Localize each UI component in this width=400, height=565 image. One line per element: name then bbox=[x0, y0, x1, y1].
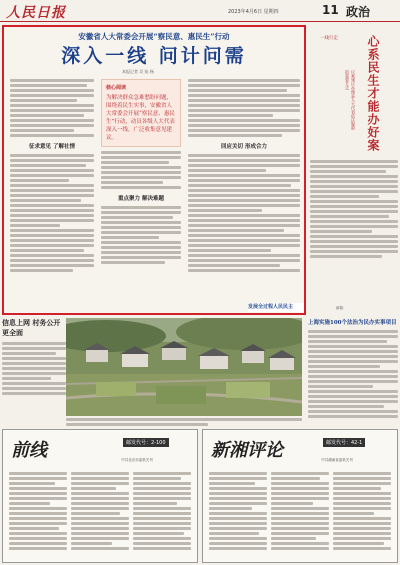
right-column-vertical-title: 心系民生才能办好案 bbox=[366, 35, 380, 152]
article-headline: 深入一线 问计问需 bbox=[61, 45, 247, 67]
ad-subtitle: 中共湖南省委机关刊 bbox=[321, 458, 353, 462]
ad-postal-code: 邮发代号：42-1 bbox=[323, 438, 365, 447]
pull-quote-text: 为解决群众急难愁盼问题，围绕着民生实事，安徽省人大常委会开展“察民意、惠民生”行动，动员各级人大代表深入一线，广泛收集意见建议。 bbox=[106, 95, 175, 141]
ad-subtitle: 中共北京市委机关刊 bbox=[121, 458, 153, 462]
right-column-pull: 议案建议办理是人大代表依法履职的重要方式 bbox=[345, 70, 356, 130]
subheading-3: 重点聚力 解决难题 bbox=[118, 196, 164, 202]
pull-quote-box bbox=[101, 79, 181, 147]
banner-label: 发展全过程人民民主 bbox=[248, 304, 294, 310]
village-aerial-image bbox=[66, 318, 302, 416]
newspaper-logo: 人民日报 bbox=[6, 5, 66, 21]
brief-body bbox=[308, 330, 398, 420]
section-name: 政治 bbox=[346, 5, 371, 19]
pull-quote-title: 核心阅读 bbox=[106, 85, 127, 91]
masthead bbox=[0, 0, 400, 22]
subheading-1: 征求意见 了解社情 bbox=[29, 144, 75, 150]
column-banner bbox=[248, 303, 306, 312]
article-column-2 bbox=[101, 79, 181, 315]
page-number: 11 bbox=[322, 3, 339, 17]
ad-postal-code: 邮发代号：2-100 bbox=[123, 438, 169, 447]
ad-logo: 新湘评论 bbox=[211, 440, 283, 461]
village-photo bbox=[66, 318, 302, 416]
ad-contents bbox=[209, 472, 391, 558]
article-column-1 bbox=[10, 79, 94, 315]
issue-date: 2023年4月6日 星期四 bbox=[228, 9, 279, 15]
right-column-label: 一线行走 bbox=[320, 36, 338, 41]
subheading-2: 回应关切 形成合力 bbox=[221, 144, 267, 150]
article-column-3 bbox=[188, 79, 300, 315]
brief-headline: 上海实施100个法治为民办实事项目 bbox=[308, 320, 397, 326]
left-news-strip bbox=[2, 318, 66, 410]
right-column-body bbox=[310, 160, 398, 260]
ad-contents bbox=[9, 472, 191, 558]
article-byline: 本报记者 吴 焰 杨 bbox=[122, 69, 154, 74]
left-strip-title: 信息上网 村务公开更全面 bbox=[2, 318, 61, 337]
ad-xinxiang-pinglun bbox=[202, 429, 398, 563]
ad-logo: 前线 bbox=[11, 440, 47, 461]
ad-qianxian bbox=[2, 429, 198, 563]
article-kicker: 安徽省人大常委会开展“察民意、惠民生”行动 bbox=[78, 32, 230, 41]
photo-caption bbox=[66, 418, 302, 428]
feature-article bbox=[2, 25, 306, 315]
contact-line: 邮箱： bbox=[336, 306, 347, 310]
